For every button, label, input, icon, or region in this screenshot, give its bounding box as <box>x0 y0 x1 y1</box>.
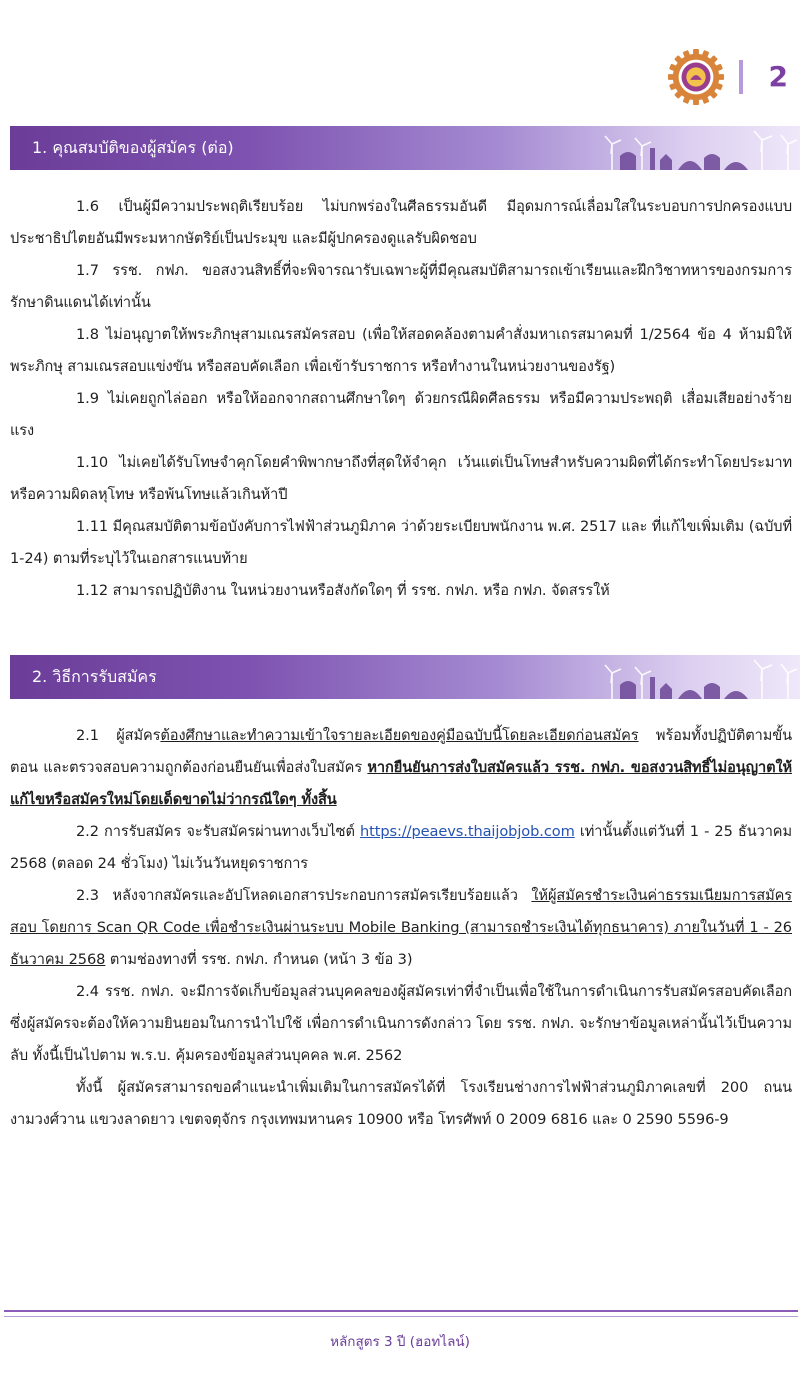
paragraph-2-2 <box>10 816 792 880</box>
page-header <box>667 44 788 110</box>
qualifications-list <box>10 191 792 607</box>
application-method-content <box>10 720 792 1136</box>
underlined-text: ต้องศึกษาและทำความเข้าใจรายละเอียดของคู่มือฉบับนี้โดยละเอียดก่อนสมัคร <box>160 727 639 744</box>
contact-paragraph: ทั้งนี้ ผู้สมัครสามารถขอคำแนะนำเพิ่มเติมในการสมัครได้ที่ โรงเรียนช่างการไฟฟ้าส่วนภูมิภาคเลขที่ 200 ถนนงามวงศ์วาน แขวงลาดยาว เขตจตุจักร กรุงเทพมหานคร 10900 หรือ โทรศัพท์ 0 2009 6816 และ 0 2590 5596-9 <box>10 1079 792 1128</box>
section-title: 1. คุณสมบัติของผู้สมัคร (ต่อ) <box>32 138 234 157</box>
bold-underlined-warning: หากยืนยันการส่งใบสมัครแล้ว รรช. กฟภ. ขอสงวนสิทธิ์ไม่อนุญาตให้แก้ไขหรือสมัครใหม่โดยเด็ดขาดไม่ว่ากรณีใดๆ ทั้งสิ้น <box>10 759 792 808</box>
section-header-qualifications <box>10 126 800 170</box>
footer-divider-thin <box>4 1316 798 1317</box>
text-run: ตามช่องทางที่ รรช. กฟภ. กำหนด (หน้า 3 ข้อ 3) <box>105 951 413 968</box>
wind-turbine-scenery-icon <box>600 126 800 170</box>
paragraph-2-1 <box>10 720 792 816</box>
qualification-item-1-8: 1.8 ไม่อนุญาตให้พระภิกษุสามเณรสมัครสอบ (เพื่อให้สอดคล้องตามคำสั่งมหาเถรสมาคมที่ 1/2564 ข้อ 4 ห้ามมิให้พระภิกษุ สามเณรสอบแข่งขัน หรือสอบคัดเลือก เพื่อเข้ารับราชการ หรือทำงานในหน่วยงานของรัฐ) <box>10 326 792 375</box>
text-run: 2.2 การรับสมัคร จะรับสมัครผ่านทางเว็บไซต์ <box>76 823 360 840</box>
qualification-item-1-11: 1.11 มีคุณสมบัติตามข้อบังคับการไฟฟ้าส่วนภูมิภาค ว่าด้วยระเบียบพนักงาน พ.ศ. 2517 และ ที่แก้ไขเพิ่มเติม (ฉบับที่ 1-24) ตามที่ระบุไว้ในเอกสารแนบท้าย <box>10 518 792 567</box>
text-run: 2.1 ผู้สมัคร <box>76 727 161 744</box>
text-run: เท่านั้นตั้งแต่วันที่ 1 - 25 ธันวาคม 2568 (ตลอด 24 ชั่วโมง) ไม่เว้นวันหยุดราชการ <box>10 823 792 872</box>
footer-divider <box>4 1310 798 1312</box>
page-number: 2 <box>768 60 788 93</box>
footer-course-label: หลักสูตร 3 ปี (ฮอทไลน์) <box>330 1334 470 1350</box>
header-divider <box>739 60 743 94</box>
pea-school-logo-icon <box>667 48 725 106</box>
text-run: พร้อมทั้งปฏิบัติตามขั้นตอน และตรวจสอบความถูกต้องก่อนยืนยันเพื่อส่งใบสมัคร <box>10 727 792 776</box>
qualification-item-1-12: 1.12 สามารถปฏิบัติงาน ในหน่วยงานหรือสังกัดใดๆ ที่ รรช. กฟภ. หรือ กฟภ. จัดสรรให้ <box>76 582 610 599</box>
wind-turbine-scenery-icon <box>600 655 800 699</box>
qualification-item-1-9: 1.9 ไม่เคยถูกไล่ออก หรือให้ออกจากสถานศึกษาใดๆ ด้วยกรณีผิดศีลธรรม หรือมีความประพฤติ เสื่อมเสียอย่างร้ายแรง <box>10 390 792 439</box>
qualification-item-1-7: 1.7 รรช. กฟภ. ขอสงวนสิทธิ์ที่จะพิจารณารับเฉพาะผู้ที่มีคุณสมบัติสามารถเข้าเรียนและฝึกวิชาทหารของกรมการรักษาดินแดนได้เท่านั้น <box>10 262 792 311</box>
text-run: 2.3 หลังจากสมัครและอัปโหลดเอกสารประกอบการสมัครเรียบร้อยแล้ว <box>76 887 532 904</box>
paragraph-2-3 <box>10 880 792 976</box>
paragraph-2-4: 2.4 รรช. กฟภ. จะมีการจัดเก็บข้อมูลส่วนบุคคลของผู้สมัครเท่าที่จำเป็นเพื่อใช้ในการดำเนินการรับสมัครสอบคัดเลือก ซึ่งผู้สมัครจะต้องให้ความยินยอมในการนำไปใช้ เพื่อการดำเนินการดังกล่าว โดย รรช. กฟภ. จะรักษาข้อมูลเหล่านั้นไว้เป็นความลับ ทั้งนี้เป็นไปตาม พ.ร.บ. คุ้มครองข้อมูลส่วนบุคคล พ.ศ. 2562 <box>10 983 792 1064</box>
section-header-application-method <box>10 655 800 699</box>
application-website-link[interactable]: https://peaevs.thaijobjob.com <box>359 823 575 840</box>
qualification-item-1-10: 1.10 ไม่เคยได้รับโทษจำคุกโดยคำพิพากษาถึงที่สุดให้จำคุก เว้นแต่เป็นโทษสำหรับความผิดที่ได้กระทำโดยประมาท หรือความผิดลหุโทษ หรือพ้นโทษแล้วเกินห้าปี <box>10 454 792 503</box>
qualification-item-1-6: 1.6 เป็นผู้มีความประพฤติเรียบร้อย ไม่บกพร่องในศีลธรรมอันดี มีอุดมการณ์เลื่อมใสในระบอบการปกครองแบบประชาธิปไตยอันมีพระมหากษัตริย์เป็นประมุข และมีผู้ปกครองดูแลรับผิดชอบ <box>10 198 792 247</box>
underlined-text: ให้ผู้สมัครชำระเงินค่าธรรมเนียมการสมัครสอบ โดยการ Scan QR Code เพื่อชำระเงินผ่านระบบ Mobile Banking (สามารถชำระเงินได้ทุกธนาคาร) ภายในวันที่ 1 - 26 ธันวาคม 2568 <box>10 887 792 968</box>
section-title: 2. วิธีการรับสมัคร <box>32 667 157 686</box>
